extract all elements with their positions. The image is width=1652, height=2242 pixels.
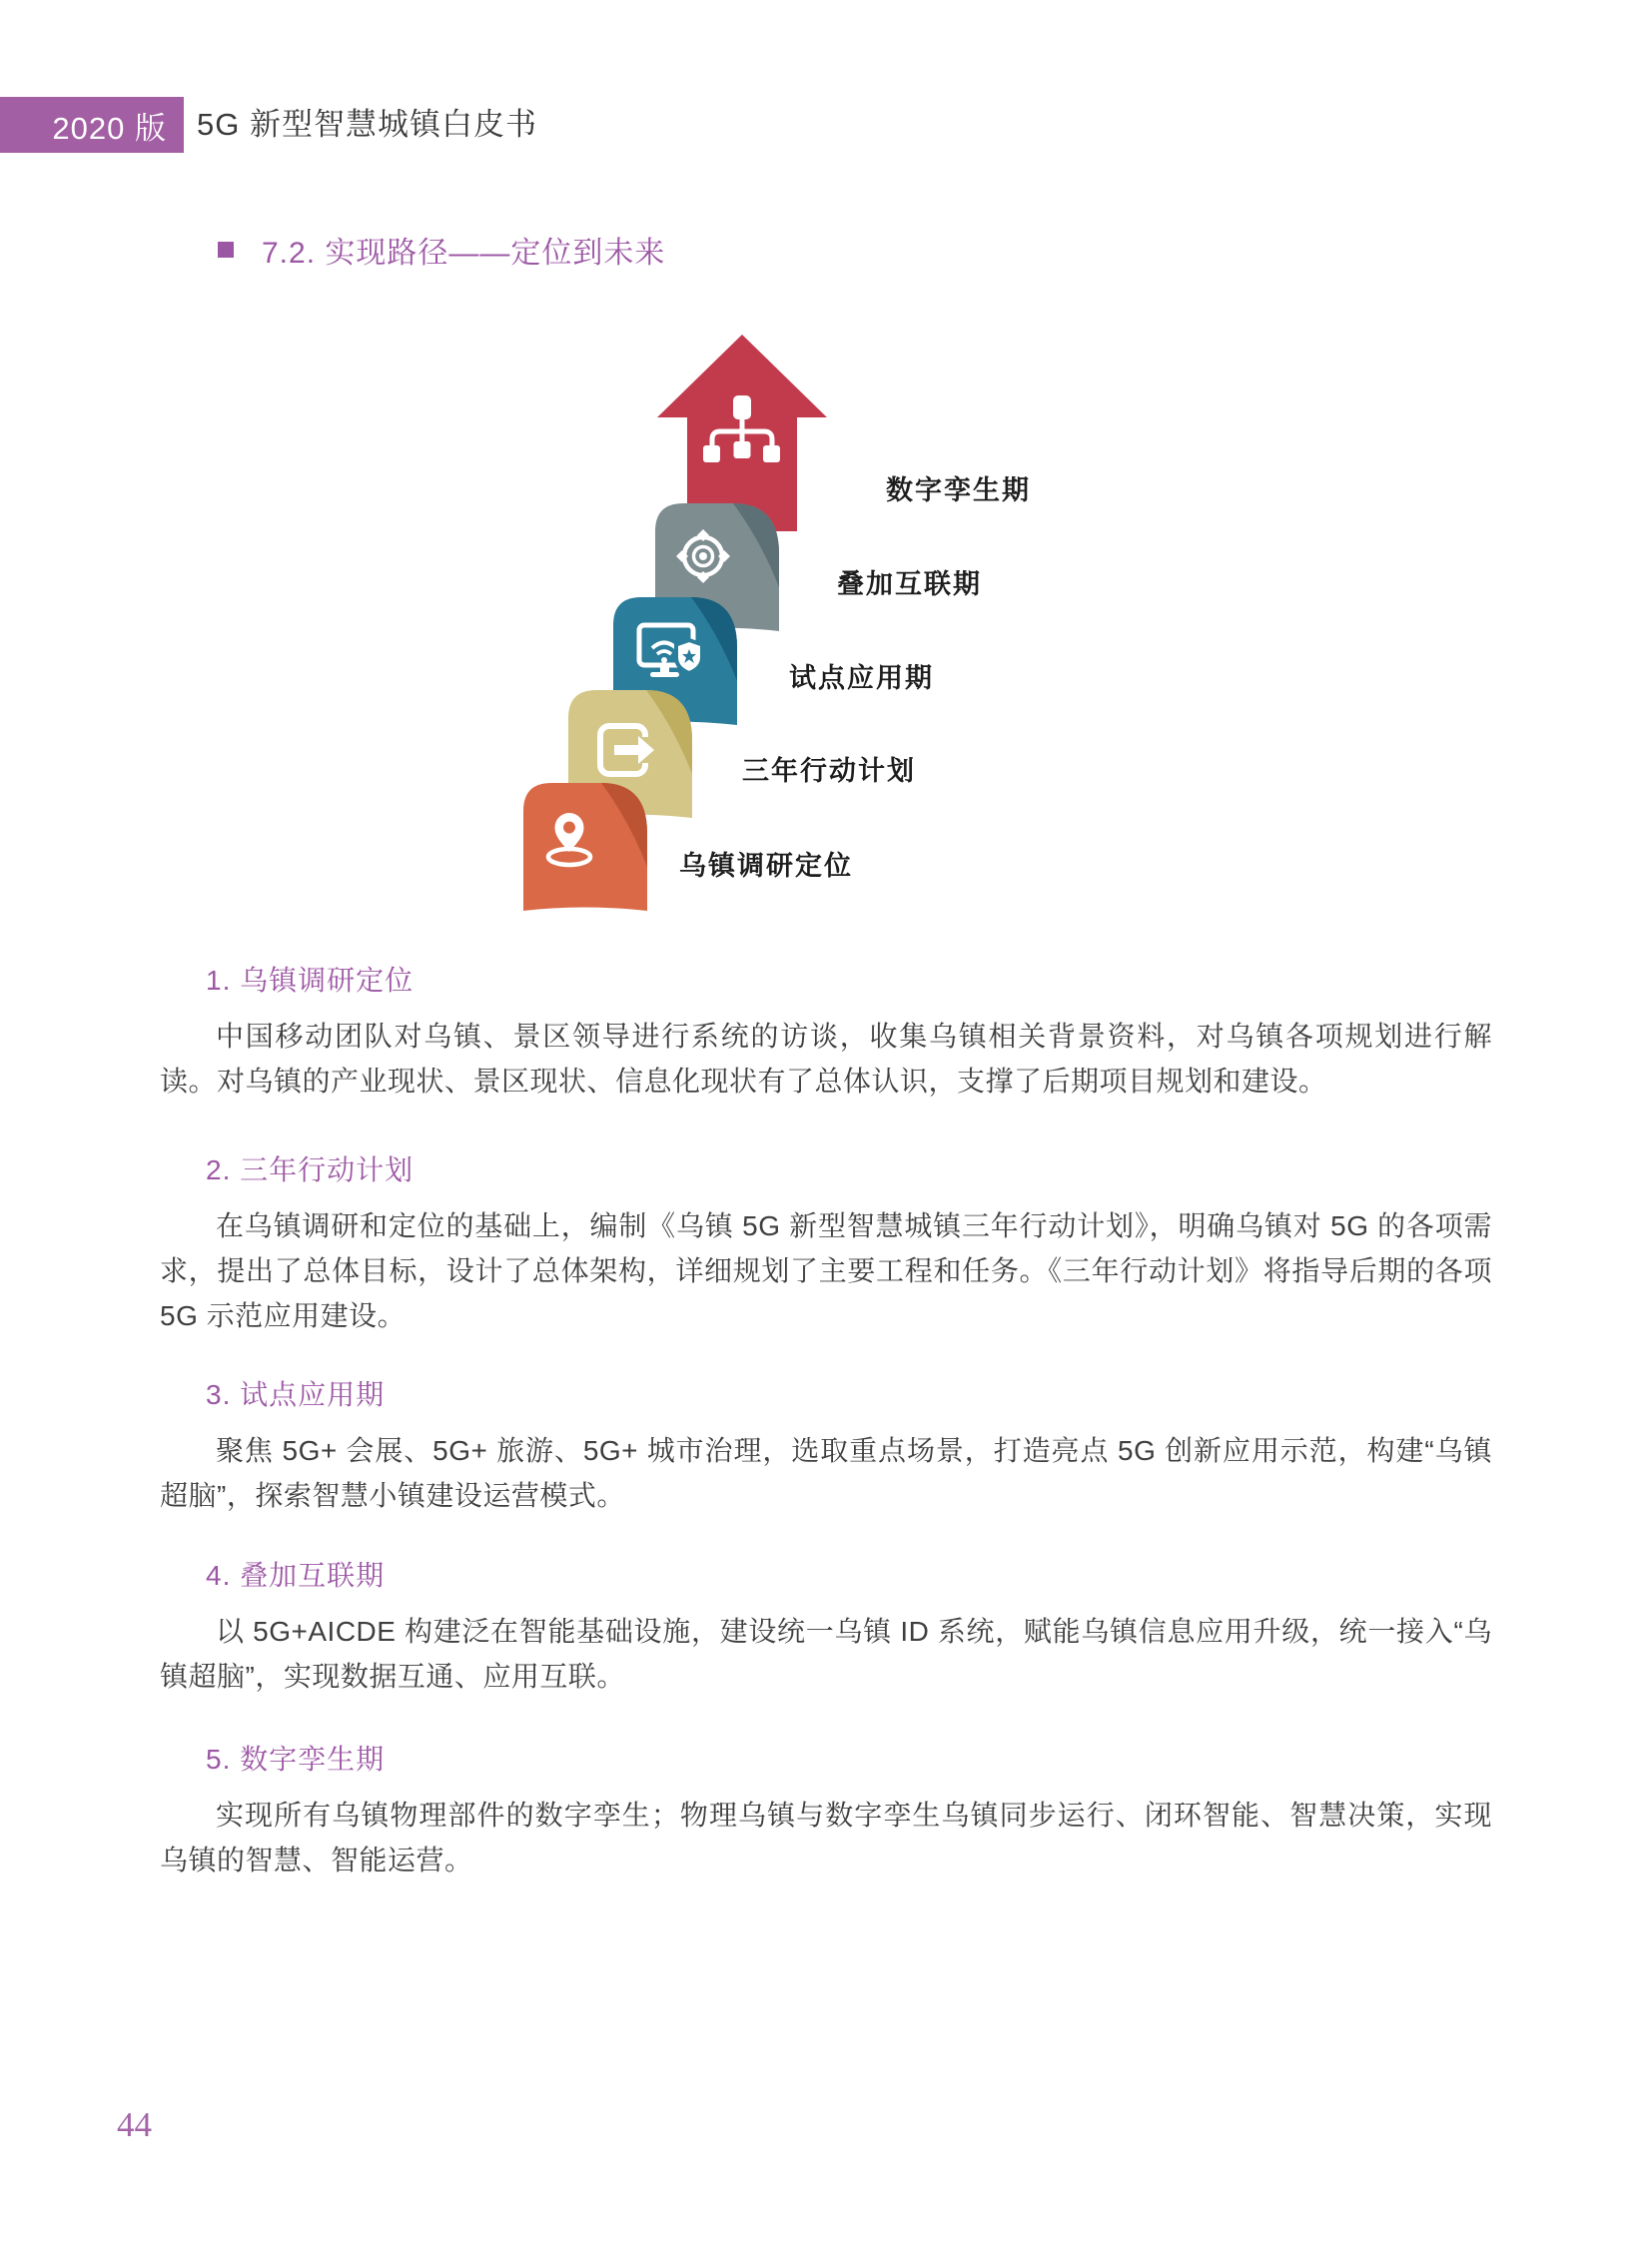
subsection-title: 5. 数字孪生期 [206,1744,386,1775]
edition-label: 2020 版 [52,110,167,146]
subsection-body: 实现所有乌镇物理部件的数字孪生；物理乌镇与数字孪生乌镇同步运行、闭环智能、智慧决策，实现乌镇的智慧、智能运营。 [160,1800,1492,1875]
section-wuzhen-research [160,959,1492,1104]
ribbon-step-orange [523,783,647,911]
document-title: 5G 新型智慧城镇白皮书 [197,107,537,142]
subsection-body: 聚焦 5G+ 会展、5G+ 旅游、5G+ 城市治理，选取重点场景，打造亮点 5G 创新应用示范，构建“乌镇超脑”，探索智慧小镇建设运营模式。 [160,1435,1492,1511]
step-label-wuzhen-research: 乌镇调研定位 [679,851,853,881]
page-number: 44 [117,2105,152,2144]
subsection-body: 以 5G+AICDE 构建泛在智能基础设施，建设统一乌镇 ID 系统，赋能乌镇信息应用升级，统一接入“乌镇超脑”，实现数据互通、应用互联。 [160,1616,1492,1692]
section-heading: 7.2. 实现路径——定位到未来 [262,237,666,270]
section-overlay-interconnect [160,1554,1492,1699]
step-label-pilot-application: 试点应用期 [789,663,934,693]
subsection-title: 1. 乌镇调研定位 [206,965,414,996]
roadmap-diagram [0,0,1652,959]
section-pilot-application [160,1373,1492,1518]
roadmap-steps-graphic [429,320,1049,919]
subsection-title: 2. 三年行动计划 [206,1154,414,1185]
step-label-overlay-interconnect: 叠加互联期 [837,569,982,599]
step-label-digital-twin: 数字孪生期 [886,475,1031,505]
section-three-year-plan [160,1148,1492,1338]
step-label-three-year-plan: 三年行动计划 [742,756,916,786]
subsection-title: 3. 试点应用期 [206,1379,386,1410]
arrow-step [657,335,827,531]
subsection-title: 4. 叠加互联期 [206,1560,386,1591]
subsection-body: 在乌镇调研和定位的基础上，编制《乌镇 5G 新型智慧城镇三年行动计划》，明确乌镇对 5G 的各项需求，提出了总体目标，设计了总体架构，详细规划了主要工程和任务。《三年行动计划》将指导后期的各项 5G 示范应用建设。 [160,1210,1492,1331]
subsection-body: 中国移动团队对乌镇、景区领导进行系统的访谈，收集乌镇相关背景资料，对乌镇各项规划进行解读。对乌镇的产业现状、景区现状、信息化现状有了总体认识，支撑了后期项目规划和建设。 [160,1021,1492,1097]
section-digital-twin [160,1738,1492,1882]
